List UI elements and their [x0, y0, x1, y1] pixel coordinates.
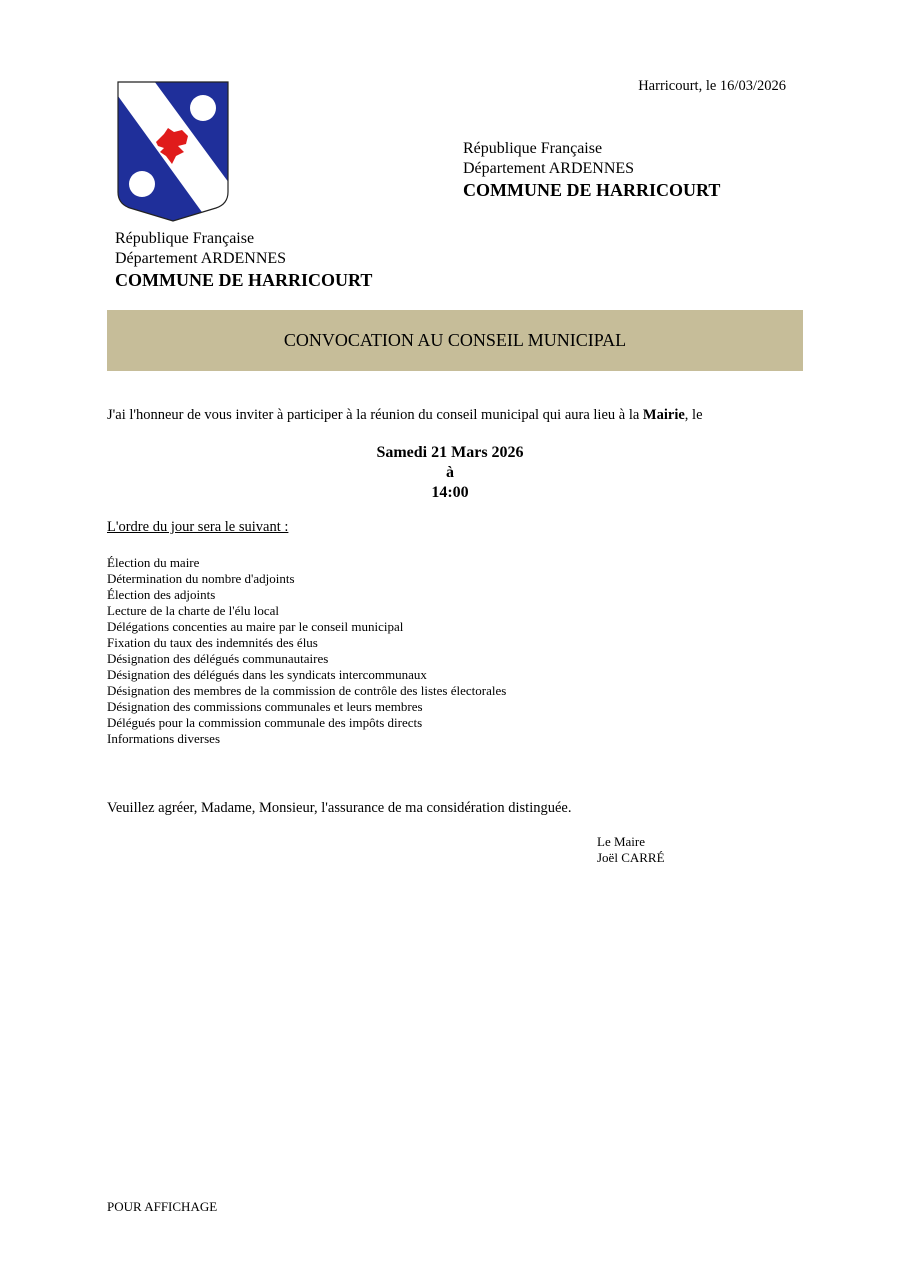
- meeting-block: [107, 443, 793, 503]
- agenda-list: [107, 555, 506, 747]
- agenda-item: Désignation des membres de la commission de contrôle des listes électorales: [107, 683, 507, 698]
- closing-sentence: Veuillez agréer, Madame, Monsieur, l'assurance de ma considération distinguée.: [107, 800, 572, 816]
- banner-title: CONVOCATION AU CONSEIL MUNICIPAL: [283, 330, 627, 350]
- header-left: [115, 229, 372, 291]
- meeting-date: Samedi 21 Mars 2026: [376, 444, 524, 461]
- agenda-title: L'ordre du jour sera le suivant :: [107, 519, 289, 535]
- intro-text-end: , le: [684, 407, 703, 423]
- agenda-item: Délégations concenties au maire par le conseil municipal: [107, 619, 404, 634]
- footer-note: POUR AFFICHAGE: [107, 1199, 218, 1214]
- agenda-item: Informations diverses: [107, 731, 221, 746]
- place-date: Harricourt, le 16/03/2026: [638, 78, 786, 94]
- header-right-department: Département ARDENNES: [463, 160, 635, 177]
- intro-text: J'ai l'honneur de vous inviter à participer à la réunion du conseil municipal qui aura lieu à la: [107, 407, 643, 423]
- agenda-item: Désignation des délégués communautaires: [107, 651, 329, 666]
- signature-title: Le Maire: [597, 834, 646, 849]
- header-left-commune: COMMUNE DE HARRICOURT: [115, 270, 373, 290]
- intro-paragraph: [107, 407, 703, 424]
- header-right: [463, 139, 720, 201]
- title-banner: [107, 310, 803, 371]
- signature-name: Joël CARRÉ: [597, 850, 665, 865]
- coat-of-arms-emblem: [116, 80, 230, 222]
- agenda-item: Détermination du nombre d'adjoints: [107, 571, 295, 586]
- header-left-republic: République Française: [115, 230, 255, 247]
- header-left-department: Département ARDENNES: [115, 250, 287, 267]
- agenda-item: Élection du maire: [107, 555, 200, 570]
- header-right-commune: COMMUNE DE HARRICOURT: [463, 180, 721, 200]
- agenda-item: Désignation des commissions communales et leurs membres: [107, 699, 423, 714]
- agenda-item: Fixation du taux des indemnités des élus: [107, 635, 318, 650]
- agenda-item: Élection des adjoints: [107, 587, 216, 602]
- intro-location: Mairie: [642, 407, 685, 423]
- meeting-time: 14:00: [431, 484, 469, 501]
- signature-block: [597, 834, 665, 866]
- agenda-item: Lecture de la charte de l'élu local: [107, 603, 279, 618]
- header-right-republic: République Française: [463, 140, 603, 157]
- agenda-item: Désignation des délégués dans les syndicats intercommunaux: [107, 667, 427, 682]
- meeting-connector: à: [446, 464, 454, 481]
- agenda-item: Délégués pour la commission communale des impôts directs: [107, 715, 423, 730]
